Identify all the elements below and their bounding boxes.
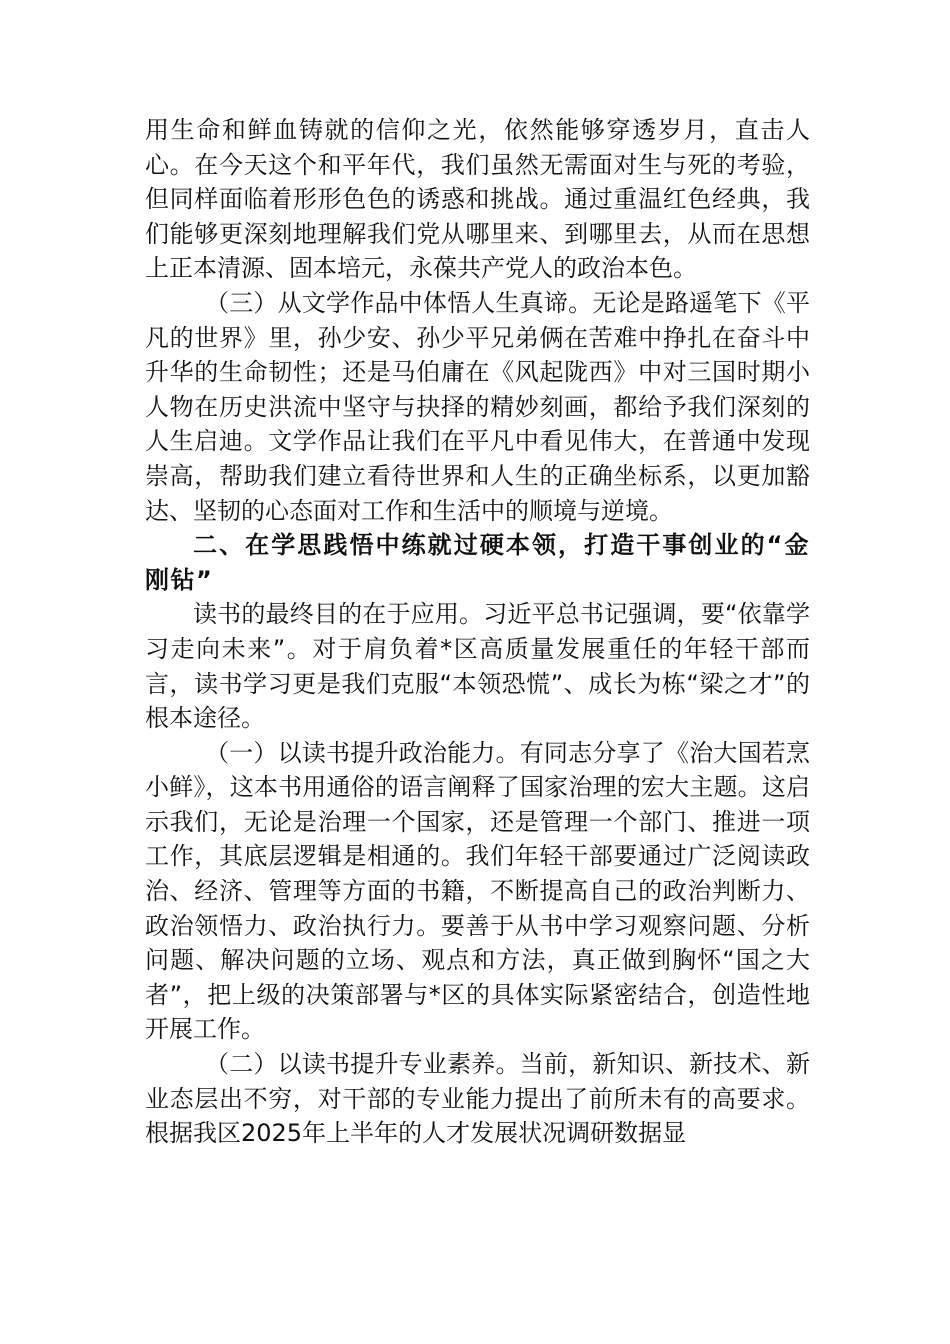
body-paragraph-4: （一）以读书提升政治能力。有同志分享了《治大国若烹小鲜》，这本书用通俗的语言阐释了国家治理的宏大主题。这启示我们，无论是治理一个国家，还是管理一个部门、推进一项工作，其底层逻辑是相通的。我们年轻干部要通过广泛阅读政治、经济、管理等方面的书籍，不断提高自己的政治判断力、政治领悟力、政治执行力。要善于从书中学习观察问题、分析问题、解决问题的立场、观点和方法，真正做到胸怀“国之大者”，把上级的决策部署与*区的具体实际紧密结合，创造性地开展工作。 xyxy=(145,738,810,1044)
section-heading: 二、在学思践悟中练就过硬本领，打造干事创业的“金刚钻” xyxy=(145,531,810,594)
body-paragraph-1: 用生命和鲜血铸就的信仰之光，依然能够穿透岁月，直击人心。在今天这个和平年代，我们虽然无需面对生与死的考验，但同样面临着形形色色的诱惑和挑战。通过重温红色经典，我们能够更深刻地理解我们党从哪里来、到哪里去，从而在思想上正本清源、固本培元，永葆共产党人的政治本色。 xyxy=(145,116,810,283)
body-paragraph-2: （三）从文学作品中体悟人生真谛。无论是路遥笔下《平凡的世界》里，孙少安、孙少平兄弟俩在苦难中挣扎在奋斗中升华的生命韧性；还是马伯庸在《风起陇西》中对三国时期小人物在历史洪流中坚守与抉择的精妙刻画，都给予我们深刻的人生启迪。文学作品让我们在平凡中看见伟大，在普通中发现崇高，帮助我们建立看待世界和人生的正确坐标系，以更加豁达、坚韧的心态面对工作和生活中的顺境与逆境。 xyxy=(145,288,810,525)
body-paragraph-5: （二）以读书提升专业素养。当前，新知识、新技术、新业态层出不穷，对干部的专业能力提出了前所未有的高要求。根据我区2025年上半年的人才发展状况调研数据显 xyxy=(145,1050,810,1148)
body-paragraph-3: 读书的最终目的在于应用。习近平总书记强调，要“依靠学习走向未来”。对于肩负着*区高质量发展重任的年轻干部而言，读书学习更是我们克服“本领恐慌”、成长为栋“梁之才”的根本途径。 xyxy=(145,600,810,733)
